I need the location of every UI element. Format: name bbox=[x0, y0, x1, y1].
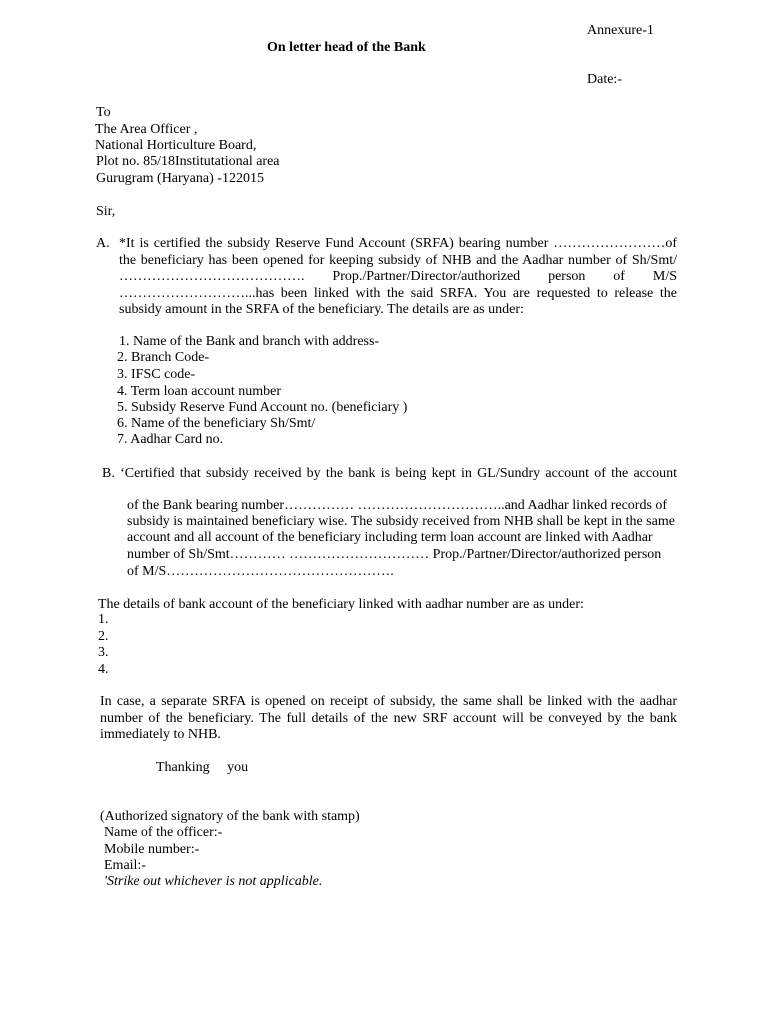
section-a-line: subsidy amount in the SRFA of the beneficiary. The details are as under: bbox=[119, 302, 524, 317]
address-line: National Horticulture Board, bbox=[95, 138, 257, 153]
annexure-label: Annexure-1 bbox=[587, 23, 654, 38]
srfa-line: immediately to NHB. bbox=[100, 727, 221, 742]
section-a-item: 1. Name of the Bank and branch with address- bbox=[119, 334, 380, 349]
address-line: Gurugram (Haryana) -122015 bbox=[96, 171, 264, 186]
details-item: 4. bbox=[98, 662, 109, 677]
details-item: 2. bbox=[98, 629, 109, 644]
srfa-line: In case, a separate SRFA is opened on receipt of subsidy, the same shall be linked with the aadhar bbox=[100, 694, 677, 709]
section-a-item: 6. Name of the beneficiary Sh/Smt/ bbox=[117, 416, 316, 431]
section-a-item: 2. Branch Code- bbox=[117, 350, 210, 365]
signatory-line: (Authorized signatory of the bank with stamp) bbox=[100, 809, 360, 824]
section-a-line: …………………………………. Prop./Partner/Director/authorized person of M/S bbox=[119, 269, 677, 284]
section-b-line: B. ‘Certified that subsidy received by the bank is being kept in GL/Sundry account of the account bbox=[102, 466, 677, 481]
address-line: The Area Officer , bbox=[95, 122, 198, 137]
footnote: 'Strike out whichever is not applicable. bbox=[104, 874, 323, 889]
signatory-email: Email:- bbox=[104, 858, 146, 873]
signatory-mobile: Mobile number:- bbox=[104, 842, 200, 857]
section-b-line: number of Sh/Smt………… ………………………… Prop./Partner/Director/authorized person bbox=[127, 547, 662, 562]
section-a-line: ………………………...has been linked with the said SRFA. You are requested to release the bbox=[119, 285, 677, 301]
details-item: 3. bbox=[98, 645, 109, 660]
address-to: To bbox=[96, 105, 111, 120]
signatory-officer-name: Name of the officer:- bbox=[104, 825, 223, 840]
section-b-first-line bbox=[102, 466, 677, 483]
details-heading: The details of bank account of the beneficiary linked with aadhar number are as under: bbox=[98, 597, 584, 612]
salutation: Sir, bbox=[96, 204, 116, 219]
section-a-item: 5. Subsidy Reserve Fund Account no. (beneficiary ) bbox=[117, 400, 408, 415]
details-item: 1. bbox=[98, 612, 109, 627]
letterhead-title: On letter head of the Bank bbox=[267, 40, 426, 55]
section-a-item: 3. IFSC code- bbox=[117, 367, 196, 382]
section-a-item: 4. Term loan account number bbox=[117, 384, 281, 399]
section-b-line: of the Bank bearing number…………… …………………………..and Aadhar linked records of bbox=[127, 498, 668, 513]
date-label: Date:- bbox=[587, 72, 622, 87]
section-a-line: *It is certified the subsidy Reserve Fund Account (SRFA) bearing number ……………………of bbox=[119, 236, 677, 251]
srfa-line: number of the beneficiary. The full details of the new SRF account will be conveyed by the bank bbox=[100, 710, 677, 726]
section-a-marker: A. bbox=[96, 236, 110, 251]
closing-thanks: Thanking you bbox=[156, 760, 249, 775]
address-line: Plot no. 85/18Institutational area bbox=[96, 154, 280, 169]
section-a-item: 7. Aadhar Card no. bbox=[117, 432, 224, 447]
section-a-paragraph bbox=[119, 236, 677, 319]
section-b-line: account and all account of the beneficiary including term loan account are linked with Aadhar bbox=[127, 530, 653, 545]
section-b-line: of M/S…………………………………………. bbox=[127, 564, 394, 579]
srfa-paragraph bbox=[100, 694, 677, 744]
section-b-line: subsidy is maintained beneficiary wise. The subsidy received from NHB shall be kept in the same bbox=[127, 514, 675, 529]
section-a-line: the beneficiary has been opened for keeping subsidy of NHB and the Aadhar number of Sh/Smt/ bbox=[119, 252, 677, 268]
